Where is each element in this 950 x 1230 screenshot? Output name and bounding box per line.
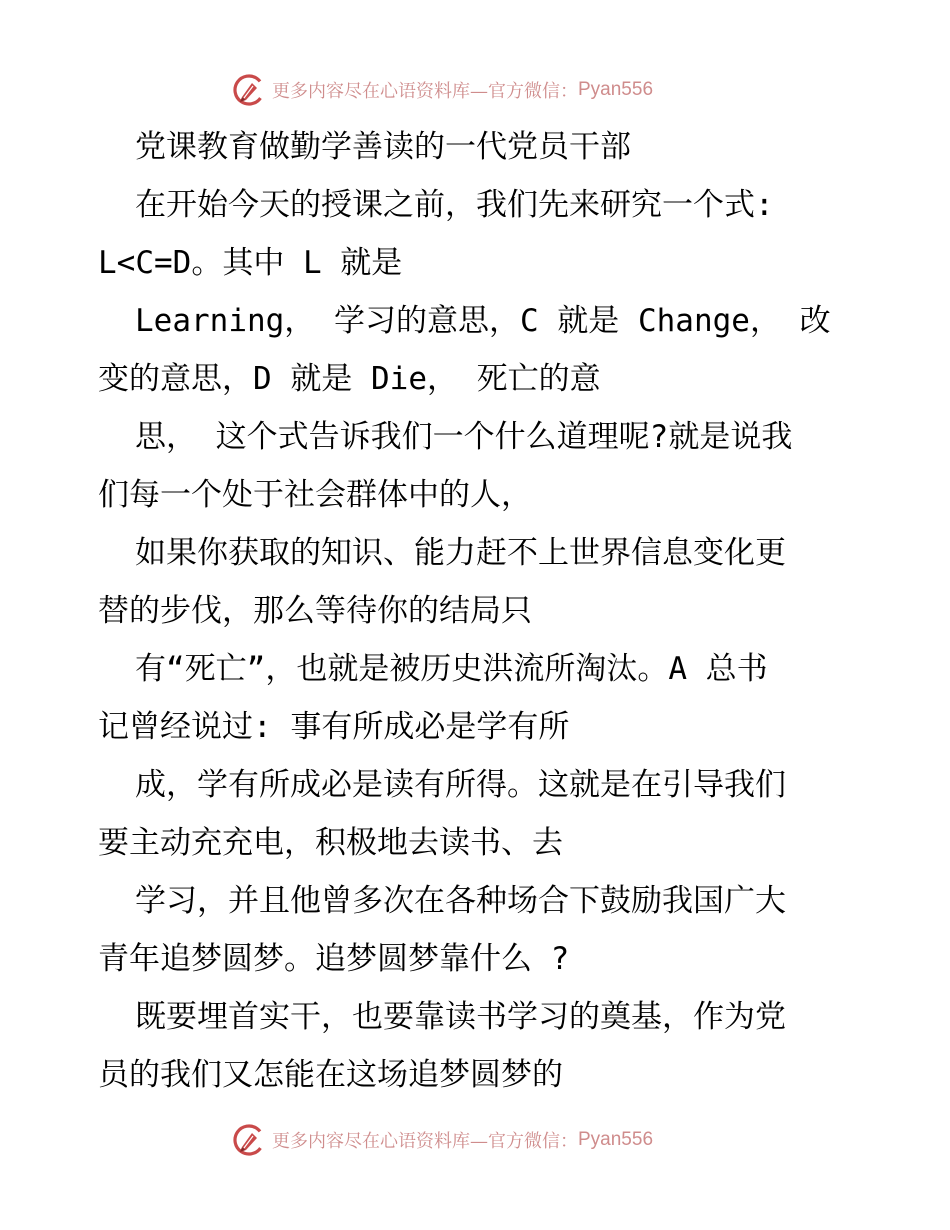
text-line: 学习，并且他曾多次在各种场合下鼓励我国广大 xyxy=(135,883,786,919)
text-line: Learning， 学习的意思，C 就是 Change， 改 xyxy=(135,303,831,339)
watermark-wechat-id: Pyan556 xyxy=(578,79,654,100)
footer-watermark xyxy=(232,1120,653,1160)
text-line: 如果你获取的知识、能力赶不上世界信息变化更 xyxy=(135,535,786,571)
text-line: 青年追梦圆梦。追梦圆梦靠什么 ? xyxy=(98,941,570,977)
text-line: 员的我们又怎能在这场追梦圆梦的 xyxy=(98,1057,563,1093)
text-line: 替的步伐，那么等待你的结局只 xyxy=(98,593,532,629)
text-line: 有“死亡”，也就是被历史洪流所淘汰。A 总书 xyxy=(135,651,768,687)
pen-nib-logo-icon xyxy=(232,73,266,107)
text-line: 成，学有所成必是读有所得。这就是在引导我们 xyxy=(135,767,786,803)
text-line: 既要埋首实干，也要靠读书学习的奠基，作为党 xyxy=(135,999,786,1035)
text-line: 们每一个处于社会群体中的人， xyxy=(98,477,532,513)
document-title: 党课教育做勤学善读的一代党员干部 xyxy=(135,129,631,165)
text-line: 要主动充充电，积极地去读书、去 xyxy=(98,825,563,861)
text-line: L<C=D。其中 L 就是 xyxy=(98,245,403,281)
watermark-text: 更多内容尽在心语资料库—官方微信： xyxy=(272,1131,578,1152)
document-body xyxy=(98,118,858,1104)
watermark-wechat-id: Pyan556 xyxy=(578,1129,654,1150)
header-watermark xyxy=(232,70,653,110)
text-line: 变的意思，D 就是 Die， 死亡的意 xyxy=(98,361,601,397)
text-line: 记曾经说过: 事有所成必是学有所 xyxy=(98,709,570,745)
text-line: 思， 这个式告诉我们一个什么道理呢?就是说我 xyxy=(135,419,793,455)
pen-nib-logo-icon xyxy=(232,1123,266,1157)
watermark-text: 更多内容尽在心语资料库—官方微信： xyxy=(272,81,578,102)
text-line: 在开始今天的授课之前，我们先来研究一个式: xyxy=(135,187,774,223)
